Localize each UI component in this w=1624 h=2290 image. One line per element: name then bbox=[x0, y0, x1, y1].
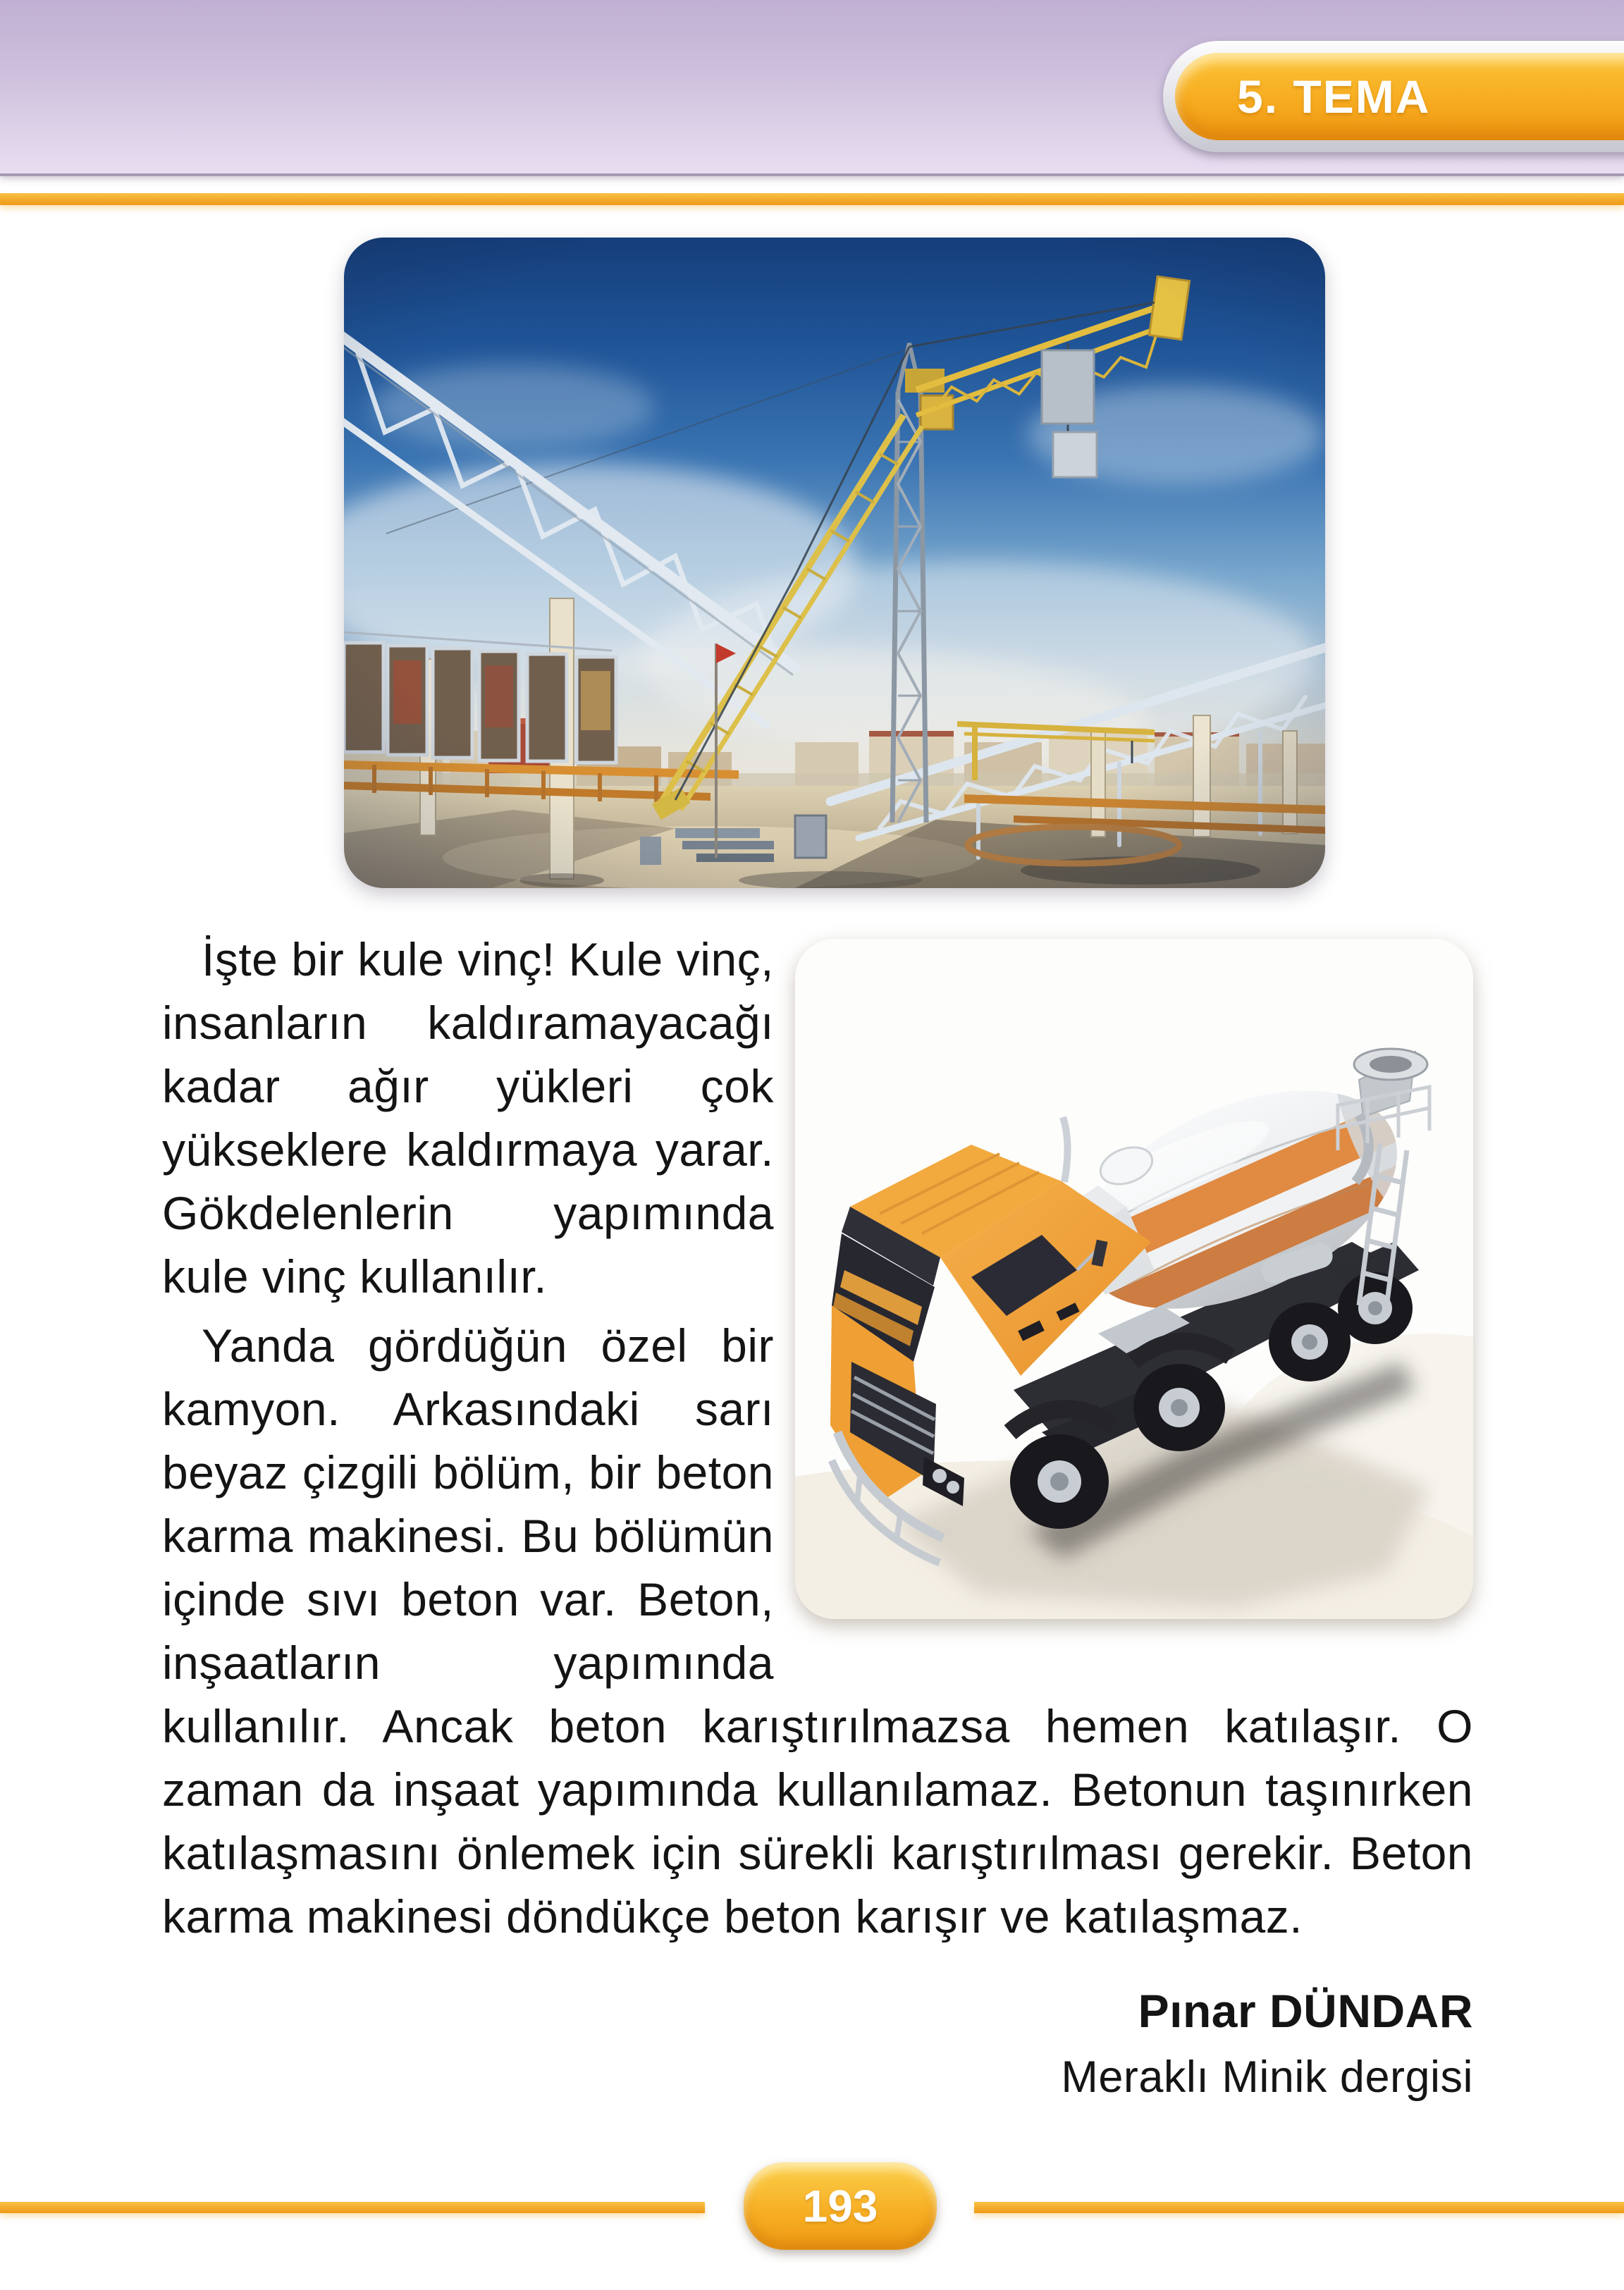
tema-badge-inner bbox=[1175, 53, 1624, 140]
tema-label: 5. TEMA bbox=[1237, 70, 1431, 123]
paragraph-mixer: Yanda gördüğün özel bir kamyon. Arkasındaki sarı beyaz çizgili bölüm, bir beton karma makinesi. Bu bölümün içinde sıvı beton var. Beton, inşaatların yapımında kullanılır. Ancak beton karıştırılmazsa hemen katılaşır. O zaman da inşaat yapımında kullanılamaz. Betonun taşınırken katılaşmasını önlemek için sürekli karıştırılması gerekir. Beton karma makinesi döndükçe beton karışır ve katılaşmaz. bbox=[162, 1319, 1473, 1943]
page-number: 193 bbox=[802, 2181, 878, 2231]
paragraph-crane: İşte bir kule vinç! Kule vinç, insanların kaldıramayacağı kadar ağır yükleri çok yükseklere kaldırmaya yarar. Gökdelenlerin yapımında kule vinç kullanılır. bbox=[162, 933, 774, 1303]
article-body bbox=[162, 928, 1473, 2109]
footer-rule-left bbox=[0, 2202, 705, 2213]
tema-badge bbox=[1163, 41, 1624, 152]
page-header bbox=[0, 0, 1624, 176]
footer-rule-right bbox=[974, 2202, 1624, 2213]
page-number-badge bbox=[744, 2162, 937, 2250]
author-name: Pınar DÜNDAR bbox=[1138, 1985, 1473, 2037]
top-rule bbox=[0, 193, 1624, 205]
truck-photo-float bbox=[774, 928, 1473, 1648]
source-title: Meraklı Minik dergisi bbox=[1061, 2052, 1473, 2102]
mixer-truck-photo bbox=[795, 939, 1473, 1619]
construction-site-photo bbox=[344, 238, 1325, 888]
